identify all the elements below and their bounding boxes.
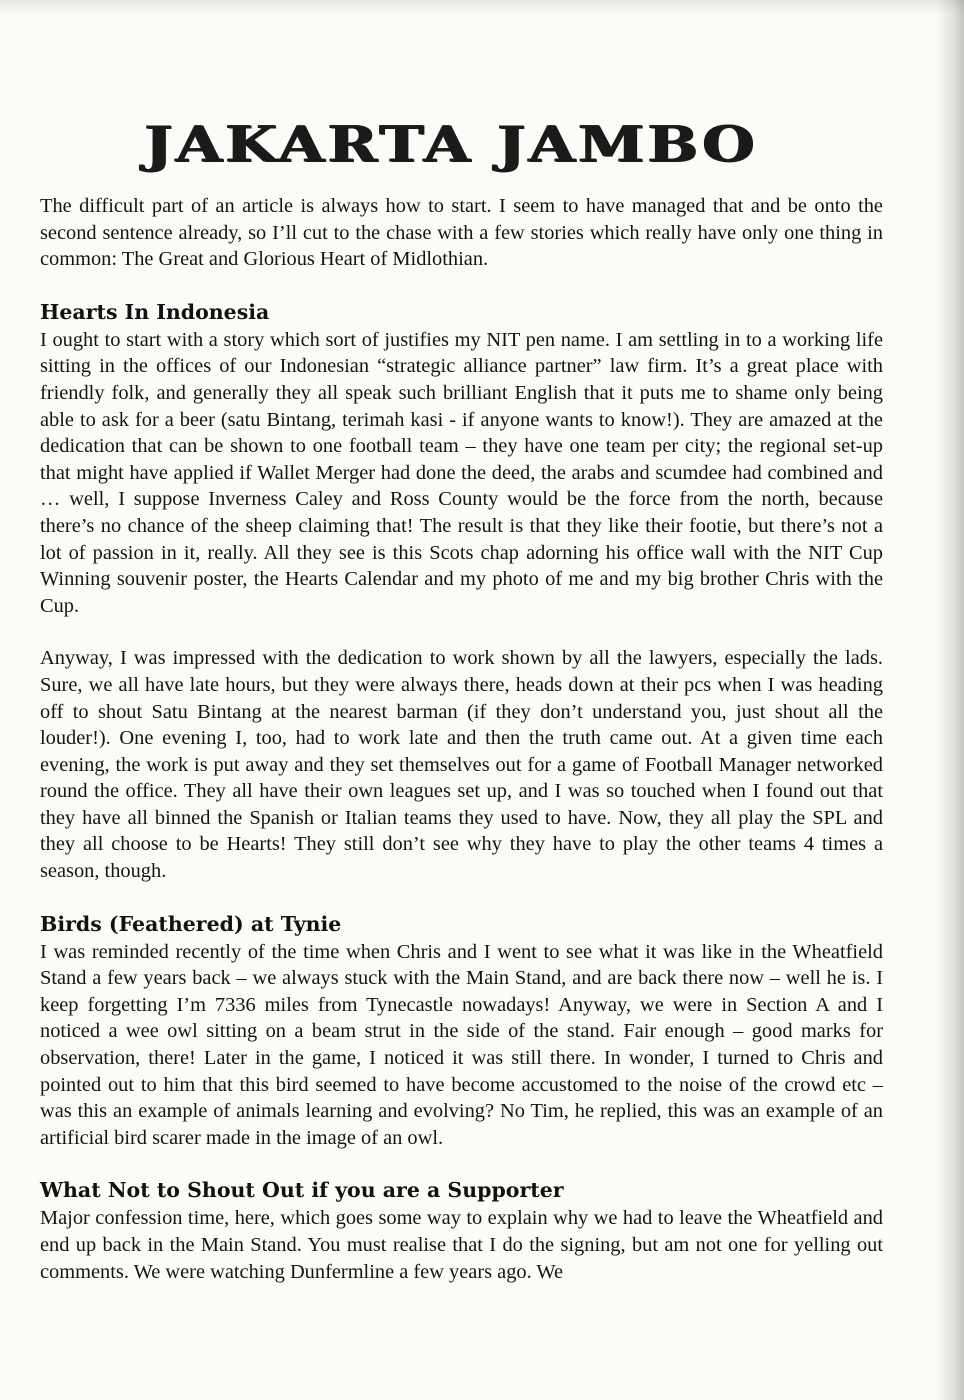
section-hearts-in-indonesia <box>40 299 883 885</box>
section-what-not-to-shout <box>40 1177 883 1285</box>
section-paragraph: I was reminded recently of the time when Chris and I went to see what it was like in the Wheatfield Stand a few years back – we always stuck with the Main Stand, and are back there now – well he is. I keep forgetting I’m 7336 miles from Tynecastle nowadays! Anyway, we were in Section A and I noticed a wee owl sitting on a beam strut in the side of the stand. Fair enough – good marks for observation, there! Later in the game, I noticed it was still there. In wonder, I turned to Chris and pointed out to him that this bird seemed to have become accustomed to the noise of the crowd etc – was this an example of animals learning and evolving? No Tim, he replied, this was an example of an artificial bird scarer made in the image of an owl. <box>40 940 883 1149</box>
intro-paragraph: The difficult part of an article is always how to start. I seem to have managed that and be onto the second sentence already, so I’ll cut to the chase with a few stories which really have only one thing in common: The Great and Glorious Heart of Midlothian. <box>40 195 883 271</box>
section-paragraph: Anyway, I was impressed with the dedication to work shown by all the lawyers, especially the lads. Sure, we all have late hours, but they were always there, heads down at their pcs when I was heading off to shout Satu Bintang at the nearest barman (if they don’t understand you, just shout all the louder!). One evening I, too, had to work late and then the truth came out. At a given time each evening, the work is put away and they set themselves out for a game of Football Manager networked round the office. They all have their own leagues set up, and I was so touched when I found out that they have all binned the Spanish or Italian teams they used to have. Now, they all play the SPL and they all choose to be Hearts! They still don’t see why they have to play the other teams 4 times a season, though. <box>40 647 883 883</box>
page-top-edge <box>0 0 964 14</box>
section-paragraph: Major confession time, here, which goes some way to explain why we had to leave the Wheatfield and end up back in the Main Stand. You must realise that I do the signing, but am not one for yelling out comments. We were watching Dunfermline a few years ago. We <box>40 1207 883 1283</box>
article-body <box>40 193 883 1311</box>
section-heading: What Not to Shout Out if you are a Supporter <box>40 1178 564 1203</box>
binding-shadow <box>936 0 964 1400</box>
section-paragraph: I ought to start with a story which sort of justifies my NIT pen name. I am settling in to a working life sitting in the offices of our Indonesian “strategic alliance partner” law firm. It’s a great place with friendly folk, and generally they all speak such brilliant English that it puts me to shame only being able to ask for a beer (satu Bintang, terimah kasi - if anyone wants to know!). They are amazed at the dedication that can be shown to one football team – they have one team per city; the regional set-up that might have applied if Wallet Merger had done the deed, the arabs and scumdee had combined and … well, I suppose Inverness Caley and Ross County would be the force from the north, because there’s no chance of the sheep claiming that! The result is that they like their footie, but there’s not a lot of passion in it, really. All they see is this Scots chap adorning his office wall with the NIT Cup Winning souvenir poster, the Hearts Calendar and my photo of me and my big brother Chris with the Cup. <box>40 328 883 617</box>
section-birds-at-tynie <box>40 911 883 1152</box>
section-heading: Birds (Feathered) at Tynie <box>40 911 342 936</box>
article-headline: JAKARTA JAMBO <box>144 116 758 174</box>
section-heading: Hearts In Indonesia <box>40 299 270 324</box>
